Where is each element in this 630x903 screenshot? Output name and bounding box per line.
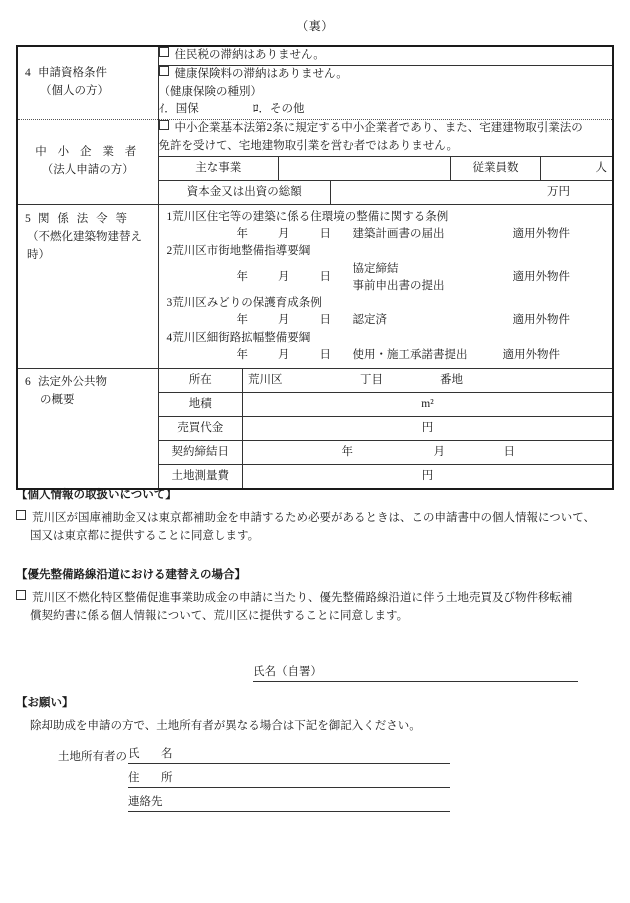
sme-capital-table bbox=[159, 181, 613, 204]
law-list bbox=[159, 205, 613, 368]
table-row-section5 bbox=[17, 204, 613, 368]
priority-route-section bbox=[16, 566, 616, 626]
priority-route-consent-line2: 償契約書に係る個人情報について、荒川区に提供することに同意します。 bbox=[30, 610, 409, 623]
owner-prefix-label: 土地所有者の bbox=[58, 751, 127, 763]
section6-title: 6 法定外公共物 bbox=[25, 376, 107, 389]
priority-route-consent-line1[interactable] bbox=[16, 589, 616, 608]
law-1-action-a: 協定締結 bbox=[352, 262, 399, 275]
section6-content-cell bbox=[158, 369, 613, 490]
law-1-action-b: 事前申出書の提出 bbox=[352, 279, 445, 292]
priority-route-heading: 【優先整備路線沿道における建替えの場合】 bbox=[16, 569, 246, 581]
section5-content-cell bbox=[158, 204, 613, 368]
law-0-row bbox=[167, 226, 613, 243]
public-property-row-survey-cost bbox=[159, 465, 613, 489]
public-property-row-price bbox=[159, 417, 613, 441]
public-property-row-area bbox=[159, 393, 613, 417]
law-2-exclusion[interactable]: 適用外物件 bbox=[512, 314, 570, 327]
law-0-exclusion[interactable]: 適用外物件 bbox=[512, 228, 570, 241]
law-3-row bbox=[167, 347, 613, 364]
section6-subtitle: の概要 bbox=[40, 393, 75, 406]
law-2-name: 3荒川区みどりの保護育成条例 bbox=[166, 297, 322, 310]
contract-day: 日 bbox=[503, 445, 515, 458]
law-1-date[interactable]: 年 月 日 bbox=[236, 271, 331, 284]
contract-month: 月 bbox=[433, 445, 445, 458]
law-3-exclusion[interactable]: 適用外物件 bbox=[502, 348, 560, 361]
contract-date-value[interactable] bbox=[243, 441, 613, 465]
privacy-consent-line2: 国又は東京都に提供することに同意します。 bbox=[30, 530, 260, 543]
main-business-input[interactable] bbox=[279, 157, 451, 180]
section4-insurance-type-label: （健康保険の種別） bbox=[158, 84, 613, 102]
location-value[interactable] bbox=[243, 369, 613, 393]
location-banchi: 番地 bbox=[440, 373, 463, 386]
main-business-label: 主な事業 bbox=[159, 157, 279, 180]
checkbox-icon[interactable] bbox=[159, 120, 169, 130]
checkbox-icon[interactable] bbox=[16, 510, 26, 520]
checkbox-icon[interactable] bbox=[16, 590, 26, 600]
price-label: 売買代金 bbox=[159, 417, 243, 441]
checkbox-icon[interactable] bbox=[159, 66, 169, 76]
law-0-action: 建築計画書の届出 bbox=[352, 228, 445, 241]
law-1-action bbox=[353, 261, 513, 296]
area-label: 地積 bbox=[159, 393, 243, 417]
section4-item-0-label: 住民税の滞納はありません。 bbox=[174, 49, 325, 61]
privacy-section bbox=[16, 486, 616, 546]
section4-subtitle: （個人の方） bbox=[40, 85, 109, 98]
section5-label-cell bbox=[17, 204, 158, 368]
insurance-option-other[interactable]: ﾛ．その他 bbox=[252, 103, 305, 116]
section5-subtitle: （不燃化建築物建替え時） bbox=[27, 230, 142, 261]
signature-field[interactable] bbox=[253, 663, 578, 682]
location-chome: 丁目 bbox=[360, 373, 383, 386]
sme-subtitle: （法人申請の方） bbox=[41, 164, 134, 177]
request-heading: 【お願い】 bbox=[16, 697, 74, 709]
law-1-name: 2荒川区市街地整備指導要綱 bbox=[166, 245, 311, 258]
table-row-section4-line1 bbox=[17, 46, 613, 65]
section4-title: 4 申請資格条件 bbox=[25, 67, 107, 80]
checkbox-icon[interactable] bbox=[159, 47, 169, 57]
survey-cost-unit[interactable]: 円 bbox=[243, 465, 613, 489]
table-row-section6 bbox=[17, 369, 613, 490]
section4-item-1-label: 健康保険料の滞納はありません。 bbox=[174, 67, 348, 80]
employees-unit[interactable]: 人 bbox=[541, 157, 613, 180]
capital-unit[interactable]: 万円 bbox=[331, 181, 613, 204]
sme-statement-line1[interactable] bbox=[158, 120, 613, 138]
law-3-date[interactable]: 年 月 日 bbox=[236, 348, 331, 361]
law-0-date[interactable]: 年 月 日 bbox=[236, 228, 331, 241]
priority-route-text-1: 荒川区不燃化特区整備促進事業助成金の申請に当たり、優先整備路線沿道に伴う土地売買及び物件移転補 bbox=[32, 591, 573, 604]
owner-name-label: 氏 名 bbox=[128, 748, 178, 760]
contract-year: 年 bbox=[341, 445, 353, 458]
public-property-row-location bbox=[159, 369, 613, 393]
request-section bbox=[16, 694, 616, 735]
section4-item-1[interactable] bbox=[158, 65, 613, 83]
table-row-sme-line1 bbox=[17, 120, 613, 138]
location-ward: 荒川区 bbox=[248, 373, 283, 386]
sme-label-cell bbox=[17, 120, 158, 205]
contract-date-label: 契約締結日 bbox=[159, 441, 243, 465]
privacy-text-1: 荒川区が国庫補助金又は東京都補助金を申請するため必要があるときは、この申請書中の個人情報について、 bbox=[32, 511, 596, 524]
sme-statement-line2: 免許を受けて、宅地建物取引業を営む者ではありません。 bbox=[158, 138, 613, 156]
section4-item-0[interactable] bbox=[158, 46, 613, 65]
sme-statement-text-1: 中小企業基本法第2条に規定する中小企業者であり、また、宅建建物取引業法の bbox=[174, 122, 583, 135]
owner-contact-field[interactable] bbox=[128, 793, 450, 812]
section4-insurance-options bbox=[158, 101, 613, 119]
law-1-row bbox=[167, 261, 613, 296]
section5-title: 5 関 係 法 令 等 bbox=[25, 212, 130, 225]
page-side-marker: （裏） bbox=[296, 19, 334, 33]
sme-capital-cell bbox=[158, 180, 613, 204]
sme-title: 中 小 企 業 者 bbox=[35, 146, 141, 159]
signature-label: 氏名（自署） bbox=[253, 666, 322, 678]
owner-name-field[interactable] bbox=[128, 745, 450, 764]
law-3-action: 使用・施工承諾書提出 bbox=[352, 348, 468, 361]
insurance-option-kokuho[interactable]: ｲ．国保 bbox=[158, 103, 199, 116]
owner-address-label: 住 所 bbox=[128, 772, 178, 784]
public-property-row-contract-date bbox=[159, 441, 613, 465]
owner-contact-label: 連絡先 bbox=[128, 796, 163, 808]
law-2-action: 認定済 bbox=[352, 314, 387, 327]
employees-label: 従業員数 bbox=[451, 157, 541, 180]
section4-label-cell bbox=[17, 46, 158, 120]
law-3-name: 4荒川区細街路拡幅整備要綱 bbox=[166, 331, 311, 344]
survey-cost-label: 土地測量費 bbox=[159, 465, 243, 489]
law-1-exclusion[interactable]: 適用外物件 bbox=[512, 271, 570, 284]
application-form-table bbox=[16, 45, 614, 490]
privacy-consent-line1[interactable] bbox=[16, 509, 616, 528]
price-unit[interactable]: 円 bbox=[243, 417, 613, 441]
location-label: 所在 bbox=[159, 369, 243, 393]
privacy-heading: 【個人情報の取扱いについて】 bbox=[16, 489, 177, 501]
sme-business-cell bbox=[158, 156, 613, 180]
sme-business-table bbox=[159, 157, 613, 180]
section6-label-cell bbox=[17, 369, 158, 490]
law-2-row bbox=[167, 312, 613, 329]
law-2-date[interactable]: 年 月 日 bbox=[236, 314, 331, 327]
capital-label: 資本金又は出資の総額 bbox=[159, 181, 331, 204]
area-unit[interactable]: m² bbox=[243, 393, 613, 417]
owner-address-field[interactable] bbox=[128, 769, 450, 788]
public-property-table bbox=[159, 369, 613, 488]
request-line1: 除却助成を申請の方で、土地所有者が異なる場合は下記を御記入ください。 bbox=[30, 719, 421, 732]
law-0-name: 1荒川区住宅等の建築に係る住環境の整備に関する条例 bbox=[166, 210, 449, 223]
